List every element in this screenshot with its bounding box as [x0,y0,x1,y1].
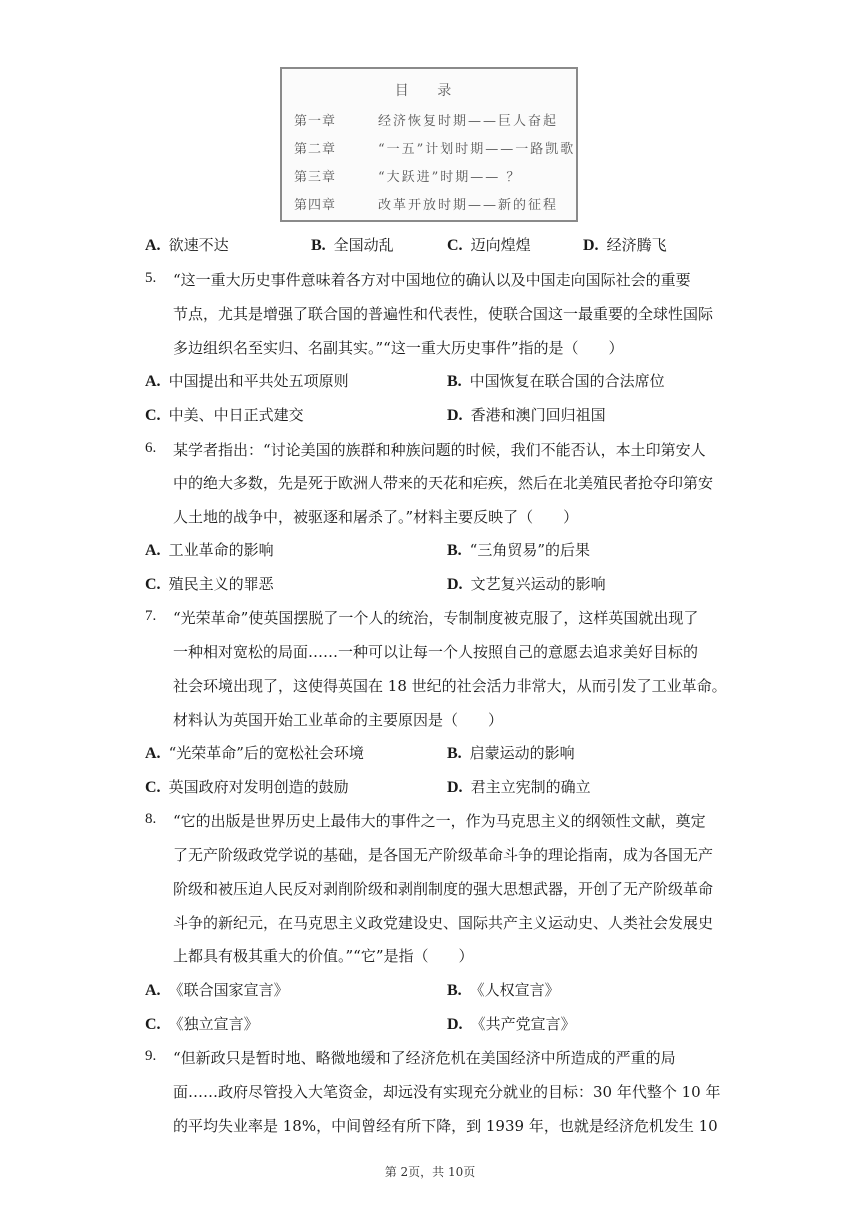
question-text: “但新政只是暂时地、略微地缓和了经济危机在美国经济中所造成的严重的局 [173,1049,676,1067]
toc-text: “一五”计划时期——一路凯歌 [378,142,576,157]
toc-text: “大跃进”时期—— ？ [378,170,522,185]
toc-text: 经济恢复时期——巨人奋起 [378,114,559,129]
question-number: 8. [145,811,157,827]
option-c: C. 殖民主义的罪恶 [145,575,274,593]
option-c: C. 迈向煌煌 [447,236,531,254]
option-c: C. 中美、中日正式建交 [145,406,304,424]
option-b: B. “三角贸易”的后果 [447,541,591,559]
question-text: 的平均失业率是 18%，中间曾经有所下降，到 1939 年，也就是经济危机发生 10 [173,1117,718,1135]
question-text: 中的绝大多数，先是死于欧洲人带来的天花和疟疾，然后在北美殖民者抢夺印第安 [173,474,714,492]
option-a: A. 《联合国家宣言》 [145,981,289,999]
question-text: “这一重大历史事件意味着各方对中国地位的确认以及中国走向国际社会的重要 [173,271,691,289]
question-number: 6. [145,440,157,456]
question-text: 阶级和被压迫人民反对剥削阶级和剥削制度的强大思想武器，开创了无产阶级革命 [173,880,714,898]
question-text: 了无产阶级政党学说的基础，是各国无产阶级革命斗争的理论指南，成为各国无产 [173,846,714,864]
option-a: A. 中国提出和平共处五项原则 [145,372,349,390]
option-d: D. 君主立宪制的确立 [447,778,591,796]
question-text: 某学者指出：“讨论美国的族群和种族问题的时候，我们不能否认，本土印第安人 [173,441,706,459]
option-b: B. 全国动乱 [311,236,394,254]
toc-row [294,138,576,158]
option-c: C. 英国政府对发明创造的鼓励 [145,778,349,796]
toc-chapter: 第三章 [294,170,337,185]
question-text: 上都具有极其重大的价值。”“它”是指（ ） [173,947,474,965]
option-a: A. 工业革命的影响 [145,541,274,559]
option-d: D. 《共产党宣言》 [447,1015,576,1033]
option-b: B. 《人权宣言》 [447,981,560,999]
question-text: 人土地的战争中，被驱逐和屠杀了。”材料主要反映了（ ） [173,508,579,526]
toc-text: 改革开放时期——新的征程 [378,198,559,213]
question-text: 社会环境出现了，这使得英国在 18 世纪的社会活力非常大，从而引发了工业革命。 [173,677,727,695]
toc-row [294,194,566,214]
toc-chapter: 第一章 [294,114,337,129]
question-number: 7. [145,608,157,624]
option-b: B. 启蒙运动的影响 [447,744,575,762]
option-a: A. 欲速不达 [145,236,229,254]
toc-chapter: 第二章 [294,142,337,157]
question-number: 5. [145,270,157,286]
question-number: 9. [145,1048,157,1064]
question-text: 节点，尤其是增强了联合国的普遍性和代表性，使联合国这一最重要的全球性国际 [173,305,714,323]
page-footer: 第 2页，共 10页 [384,1165,476,1179]
toc-row [294,110,566,130]
option-c: C. 《独立宣言》 [145,1015,259,1033]
option-d: D. 文艺复兴运动的影响 [447,575,606,593]
table-of-contents-figure [280,67,578,222]
question-text: 斗争的新纪元，在马克思主义政党建设史、国际共产主义运动史、人类社会发展史 [173,914,714,932]
toc-chapter: 第四章 [294,198,337,213]
question-text: 一种相对宽松的局面……一种可以让每一个人按照自己的意愿去追求美好目标的 [173,643,699,661]
option-d: D. 经济腾飞 [583,236,667,254]
toc-row [294,166,566,186]
option-d: D. 香港和澳门回归祖国 [447,406,606,424]
toc-title: 目 录 [394,83,464,99]
question-text: 面……政府尽管投入大笔资金，却远没有实现充分就业的目标：30 年代整个 10 年 [173,1083,721,1101]
question-text: 材料认为英国开始工业革命的主要原因是（ ） [173,711,504,729]
question-text: “它的出版是世界历史上最伟大的事件之一，作为马克思主义的纲领性文献，奠定 [173,812,706,830]
question-text: “光荣革命”使英国摆脱了一个人的统治，专制制度被克服了，这样英国就出现了 [173,609,699,627]
option-b: B. 中国恢复在联合国的合法席位 [447,372,665,390]
option-a: A. “光荣革命”后的宽松社会环境 [145,744,364,762]
question-text: 多边组织名至实归、名副其实。”“这一重大历史事件”指的是（ ） [173,339,624,357]
